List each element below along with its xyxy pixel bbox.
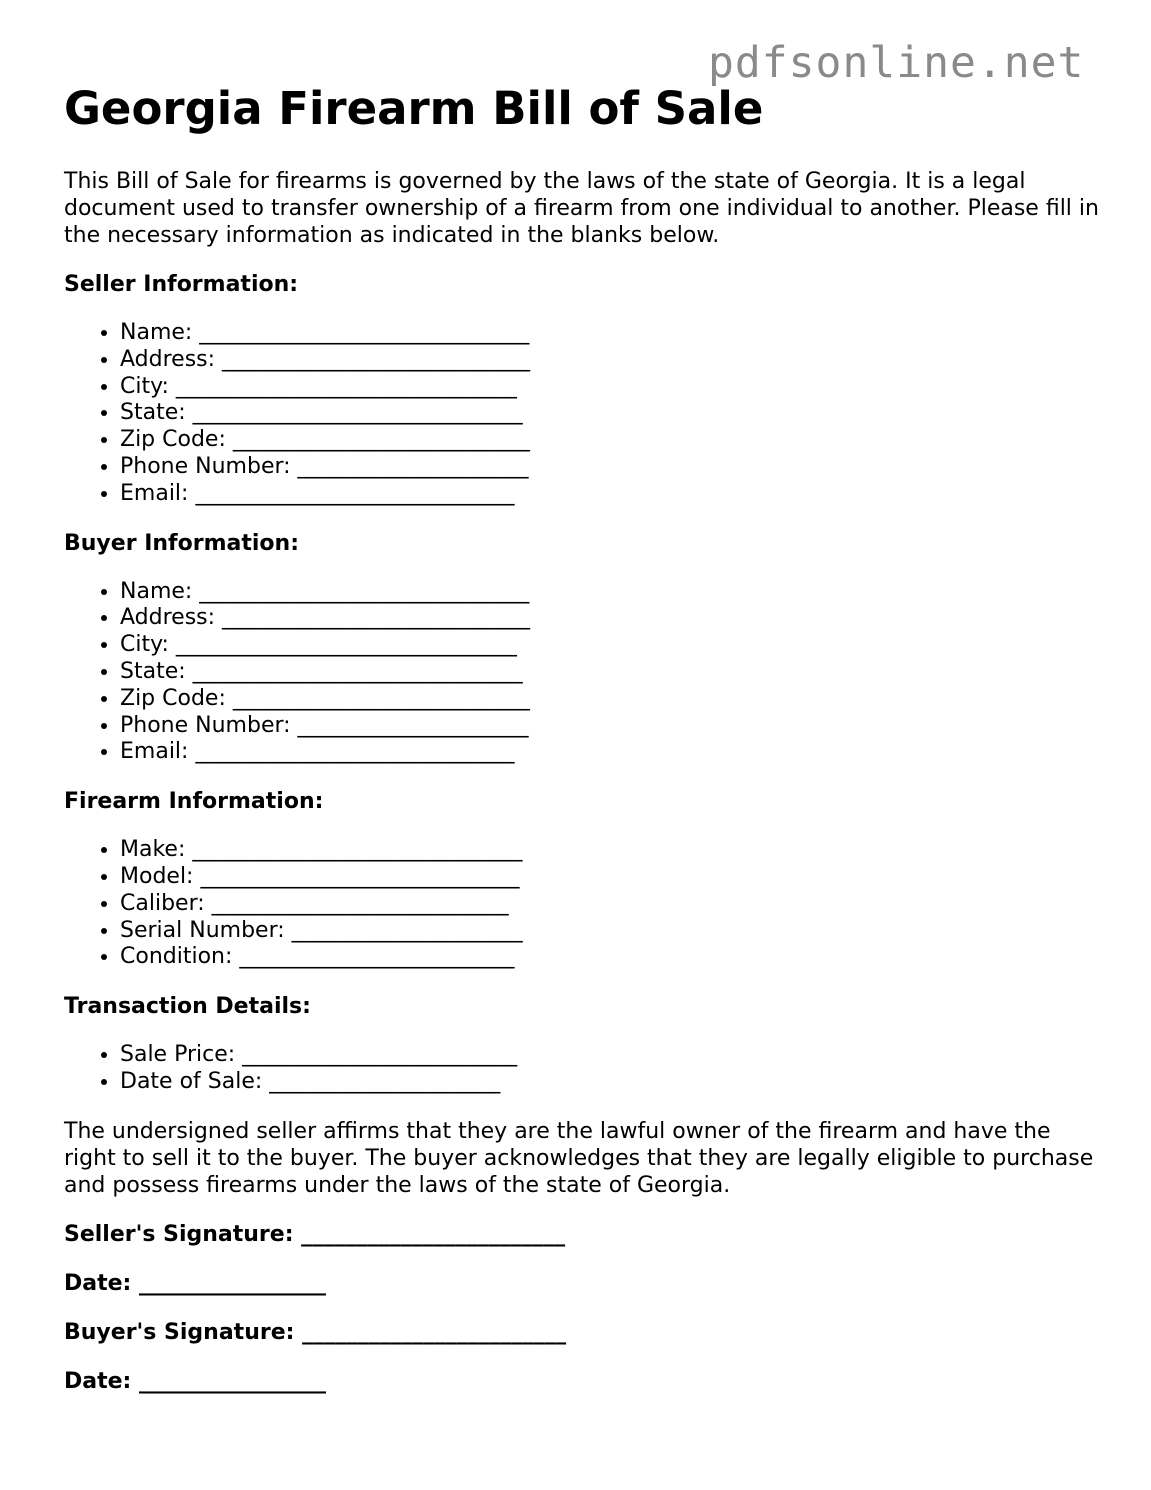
- buyer-zip-field[interactable]: • Zip Code: ___________________________: [120, 686, 1104, 713]
- sale-date-field[interactable]: • Date of Sale: _____________________: [120, 1069, 1104, 1096]
- watermark: pdfsonline.net: [708, 38, 1085, 88]
- buyer-state-field[interactable]: • State: ______________________________: [120, 659, 1104, 686]
- seller-city-field[interactable]: • City: _______________________________: [120, 374, 1104, 401]
- buyer-section-heading: Buyer Information:: [64, 530, 299, 556]
- document-page: [64, 80, 1104, 1395]
- seller-zip-field[interactable]: • Zip Code: ___________________________: [120, 427, 1104, 454]
- firearm-model-field[interactable]: • Model: _____________________________: [120, 864, 1104, 891]
- buyer-address-field[interactable]: • Address: ____________________________: [120, 605, 1104, 632]
- seller-signature-field[interactable]: Seller's Signature: ________________________: [64, 1221, 566, 1247]
- firearm-make-field[interactable]: • Make: ______________________________: [120, 837, 1104, 864]
- buyer-name-field[interactable]: • Name: ______________________________: [120, 579, 1104, 606]
- firearm-serial-field[interactable]: • Serial Number: _____________________: [120, 918, 1104, 945]
- seller-field-list: [64, 320, 1104, 508]
- seller-date-field[interactable]: Date: _________________: [64, 1270, 327, 1296]
- seller-name-field[interactable]: • Name: ______________________________: [120, 320, 1104, 347]
- sale-price-field[interactable]: • Sale Price: _________________________: [120, 1042, 1104, 1069]
- seller-state-field[interactable]: • State: ______________________________: [120, 400, 1104, 427]
- transaction-section-heading: Transaction Details:: [64, 994, 311, 1020]
- seller-section-heading: Seller Information:: [64, 272, 299, 297]
- seller-phone-field[interactable]: • Phone Number: _____________________: [120, 454, 1104, 481]
- firearm-field-list: [64, 837, 1104, 971]
- buyer-phone-field[interactable]: • Phone Number: _____________________: [120, 713, 1104, 740]
- intro-paragraph: This Bill of Sale for firearms is governed by the laws of the state of Georgia. It is a legal document used to transfer ownership of a firearm from one individual to another. Please fill in the necessary information as indicated in the blanks below.: [64, 169, 1099, 248]
- firearm-section-heading: Firearm Information:: [64, 789, 324, 815]
- transaction-field-list: [64, 1042, 1104, 1096]
- firearm-condition-field[interactable]: • Condition: _________________________: [120, 944, 1104, 971]
- buyer-date-field[interactable]: Date: _________________: [64, 1368, 327, 1394]
- seller-email-field[interactable]: • Email: _____________________________: [120, 481, 1104, 508]
- buyer-signature-field[interactable]: Buyer's Signature: ________________________: [64, 1319, 567, 1345]
- seller-address-field[interactable]: • Address: ____________________________: [120, 347, 1104, 374]
- buyer-city-field[interactable]: • City: _______________________________: [120, 632, 1104, 659]
- buyer-field-list: [64, 579, 1104, 767]
- document-title: Georgia Firearm Bill of Sale: [64, 82, 764, 135]
- closing-paragraph: The undersigned seller affirms that they are the lawful owner of the firearm and have the right to sell it to the buyer. The buyer acknowledges that they are legally eligible to purchase and possess firearms under the laws of the state of Georgia.: [64, 1118, 1094, 1198]
- buyer-email-field[interactable]: • Email: _____________________________: [120, 739, 1104, 766]
- firearm-caliber-field[interactable]: • Caliber: ___________________________: [120, 891, 1104, 918]
